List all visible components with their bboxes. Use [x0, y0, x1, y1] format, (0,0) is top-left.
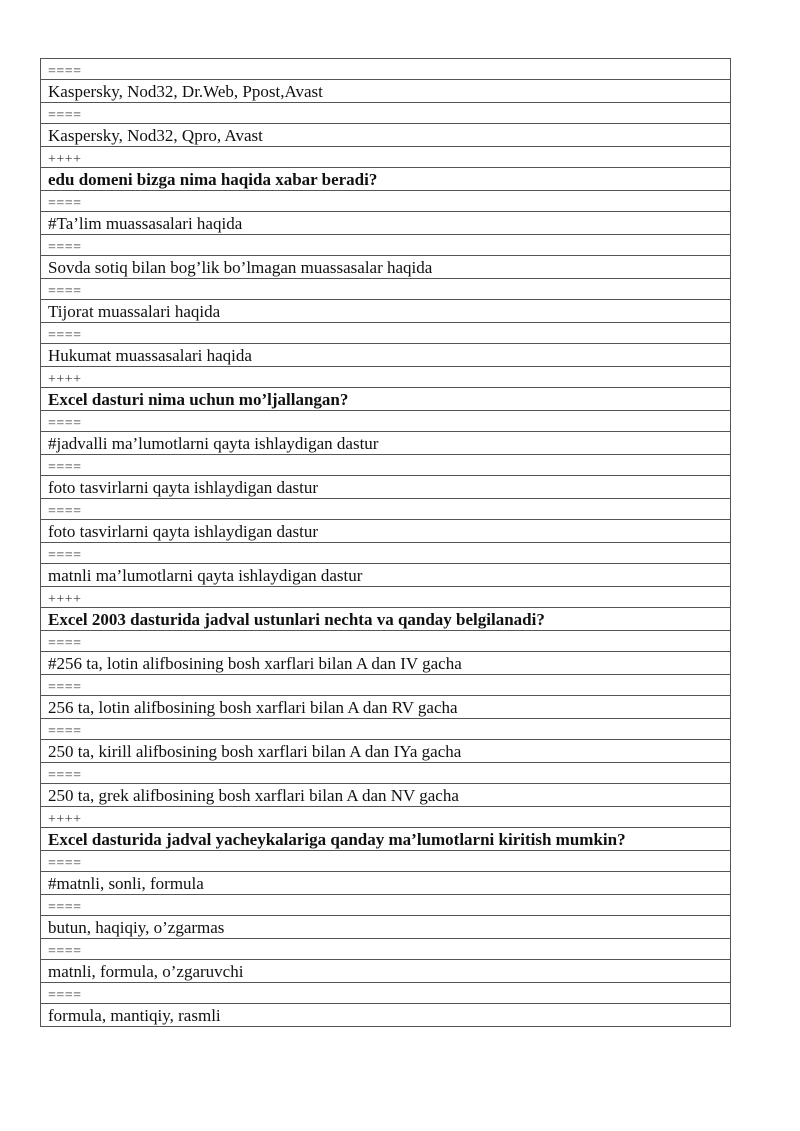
- answer-option-text: Kaspersky, Nod32, Dr.Web, Ppost,Avast: [41, 80, 731, 103]
- answer-option-row: [41, 476, 731, 499]
- answer-option-text: Kaspersky, Nod32, Qpro, Avast: [41, 124, 731, 147]
- answer-delimiter-row: [41, 631, 731, 652]
- answer-delimiter-text: ====: [41, 323, 731, 344]
- answer-delimiter-text: ====: [41, 499, 731, 520]
- question-text: Excel 2003 dasturida jadval ustunlari nechta va qanday belgilanadi?: [41, 608, 731, 631]
- question-table-body: [41, 59, 731, 1027]
- answer-option-row: [41, 652, 731, 675]
- question-delimiter-row: [41, 367, 731, 388]
- answer-option-text: foto tasvirlarni qayta ishlaydigan dastur: [41, 520, 731, 543]
- answer-option-text: matnli, formula, o’zgaruvchi: [41, 960, 731, 983]
- answer-option-row: [41, 432, 731, 455]
- answer-delimiter-row: [41, 895, 731, 916]
- answer-option-text: #256 ta, lotin alifbosining bosh xarflari bilan A dan IV gacha: [41, 652, 731, 675]
- answer-option-text: formula, mantiqiy, rasmli: [41, 1004, 731, 1027]
- answer-delimiter-text: ====: [41, 851, 731, 872]
- answer-delimiter-text: ====: [41, 279, 731, 300]
- answer-option-row: [41, 300, 731, 323]
- question-delimiter-text: ++++: [41, 807, 731, 828]
- answer-delimiter-row: [41, 499, 731, 520]
- answer-delimiter-text: ====: [41, 983, 731, 1004]
- question-row: [41, 608, 731, 631]
- answer-option-row: [41, 872, 731, 895]
- question-text: edu domeni bizga nima haqida xabar beradi?: [41, 168, 731, 191]
- answer-delimiter-row: [41, 851, 731, 872]
- answer-option-row: [41, 124, 731, 147]
- answer-delimiter-text: ====: [41, 895, 731, 916]
- answer-option-text: foto tasvirlarni qayta ishlaydigan dastur: [41, 476, 731, 499]
- answer-option-row: [41, 80, 731, 103]
- answer-option-text: #matnli, sonli, formula: [41, 872, 731, 895]
- answer-option-text: Tijorat muassalari haqida: [41, 300, 731, 323]
- answer-delimiter-text: ====: [41, 235, 731, 256]
- answer-option-text: 256 ta, lotin alifbosining bosh xarflari bilan A dan RV gacha: [41, 696, 731, 719]
- answer-delimiter-row: [41, 939, 731, 960]
- answer-delimiter-row: [41, 235, 731, 256]
- answer-option-row: [41, 1004, 731, 1027]
- question-text: Excel dasturi nima uchun mo’ljallangan?: [41, 388, 731, 411]
- answer-delimiter-row: [41, 543, 731, 564]
- question-row: [41, 828, 731, 851]
- answer-delimiter-row: [41, 411, 731, 432]
- question-delimiter-row: [41, 147, 731, 168]
- question-delimiter-row: [41, 807, 731, 828]
- answer-option-row: [41, 344, 731, 367]
- answer-delimiter-text: ====: [41, 543, 731, 564]
- answer-option-text: 250 ta, grek alifbosining bosh xarflari bilan A dan NV gacha: [41, 784, 731, 807]
- answer-delimiter-row: [41, 279, 731, 300]
- answer-option-text: 250 ta, kirill alifbosining bosh xarflari bilan A dan IYa gacha: [41, 740, 731, 763]
- answer-delimiter-text: ====: [41, 631, 731, 652]
- answer-option-row: [41, 520, 731, 543]
- answer-option-text: matnli ma’lumotlarni qayta ishlaydigan dastur: [41, 564, 731, 587]
- answer-delimiter-row: [41, 763, 731, 784]
- answer-option-row: [41, 256, 731, 279]
- answer-option-text: butun, haqiqiy, o’zgarmas: [41, 916, 731, 939]
- question-delimiter-text: ++++: [41, 587, 731, 608]
- answer-delimiter-text: ====: [41, 411, 731, 432]
- answer-option-row: [41, 916, 731, 939]
- question-delimiter-text: ++++: [41, 147, 731, 168]
- answer-option-row: [41, 784, 731, 807]
- answer-delimiter-row: [41, 983, 731, 1004]
- answer-delimiter-row: [41, 191, 731, 212]
- question-delimiter-text: ++++: [41, 367, 731, 388]
- answer-delimiter-text: ====: [41, 59, 731, 80]
- answer-delimiter-text: ====: [41, 939, 731, 960]
- answer-option-row: [41, 740, 731, 763]
- answer-delimiter-row: [41, 103, 731, 124]
- answer-option-row: [41, 212, 731, 235]
- answer-delimiter-text: ====: [41, 191, 731, 212]
- answer-option-row: [41, 564, 731, 587]
- answer-delimiter-row: [41, 719, 731, 740]
- question-delimiter-row: [41, 587, 731, 608]
- answer-delimiter-row: [41, 59, 731, 80]
- answer-delimiter-text: ====: [41, 103, 731, 124]
- answer-option-text: Hukumat muassasalari haqida: [41, 344, 731, 367]
- answer-delimiter-row: [41, 675, 731, 696]
- answer-option-text: Sovda sotiq bilan bog’lik bo’lmagan muassasalar haqida: [41, 256, 731, 279]
- answer-option-text: #Ta’lim muassasalari haqida: [41, 212, 731, 235]
- answer-delimiter-text: ====: [41, 763, 731, 784]
- answer-option-row: [41, 960, 731, 983]
- answer-delimiter-text: ====: [41, 675, 731, 696]
- question-row: [41, 388, 731, 411]
- answer-delimiter-text: ====: [41, 719, 731, 740]
- question-table: [40, 58, 731, 1027]
- answer-delimiter-row: [41, 323, 731, 344]
- question-row: [41, 168, 731, 191]
- question-text: Excel dasturida jadval yacheykalariga qanday ma’lumotlarni kiritish mumkin?: [41, 828, 731, 851]
- answer-delimiter-row: [41, 455, 731, 476]
- answer-delimiter-text: ====: [41, 455, 731, 476]
- answer-option-text: #jadvalli ma’lumotlarni qayta ishlaydigan dastur: [41, 432, 731, 455]
- answer-option-row: [41, 696, 731, 719]
